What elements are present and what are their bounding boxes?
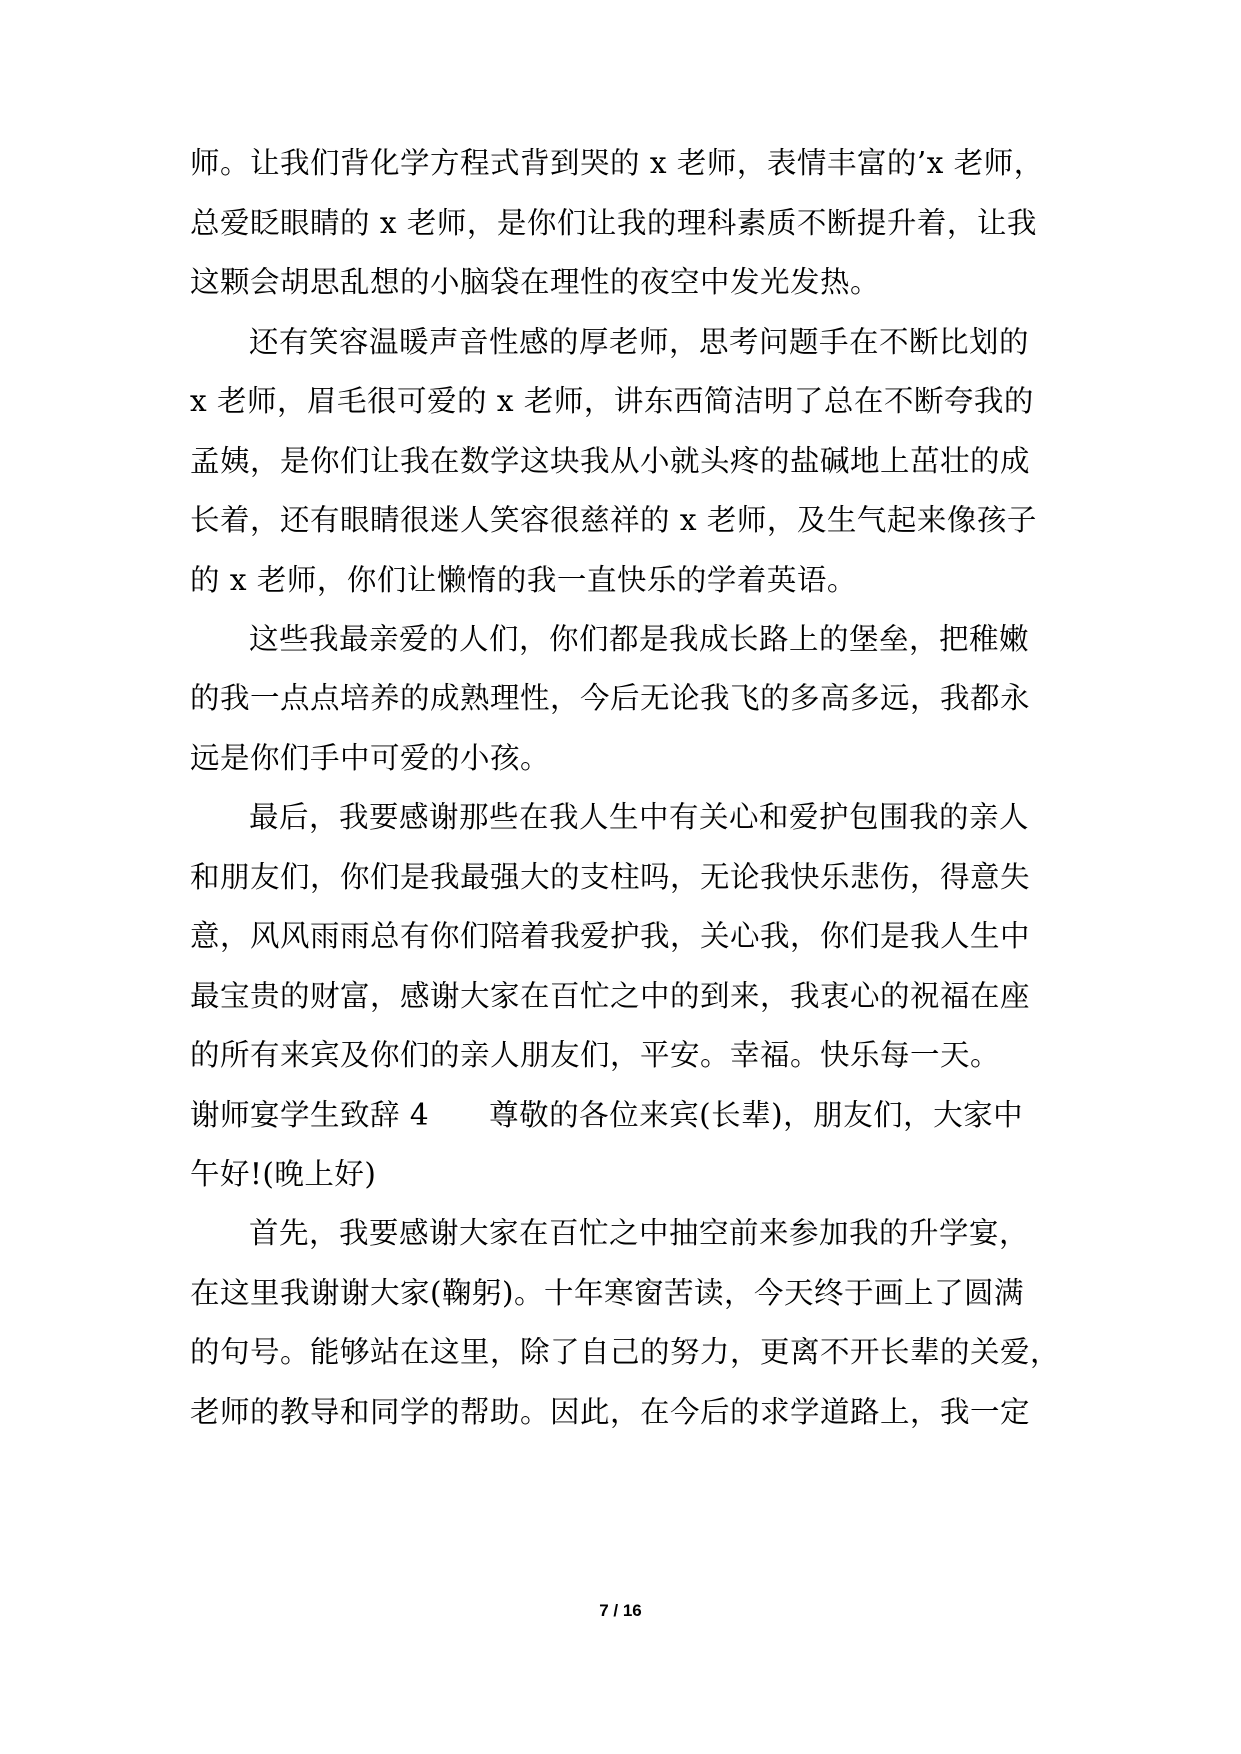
- text-line: 的 x 老师，你们让懒惰的我一直快乐的学着英语。: [190, 563, 857, 597]
- text-line: 师。让我们背化学方程式背到哭的 x 老师，表情丰富的’x 老师，: [190, 146, 1044, 180]
- text-line: 孟姨，是你们让我在数学这块我从小就头疼的盐碱地上茁壮的成: [190, 444, 1031, 478]
- text-line: 长着，还有眼睛很迷人笑容很慈祥的 x 老师，及生气起来像孩子: [190, 503, 1037, 537]
- paragraph-start-line: 首先，我要感谢大家在百忙之中抽空前来参加我的升学宴，: [249, 1216, 1030, 1250]
- text-line: 和朋友们，你们是我最强大的支柱吗，无论我快乐悲伤，得意失: [190, 860, 1031, 894]
- text-line: 总爱眨眼睛的 x 老师，是你们让我的理科素质不断提升着，让我: [190, 206, 1037, 240]
- text-line: 的句号。能够站在这里，除了自己的努力，更离不开长辈的关爱，: [190, 1335, 1061, 1369]
- paragraph-start-line: 还有笑容温暖声音性感的厚老师，思考问题手在不断比划的: [249, 325, 1030, 359]
- text-line: 的所有来宾及你们的亲人朋友们，平安。幸福。快乐每一天。: [190, 1038, 1001, 1072]
- text-line: 老师的教导和同学的帮助。因此，在今后的求学道路上，我一定: [190, 1395, 1031, 1429]
- text-line: 午好!(晚上好): [190, 1157, 377, 1191]
- text-line: 这颗会胡思乱想的小脑袋在理性的夜空中发光发热。: [190, 265, 881, 299]
- page-number: 7 / 16: [599, 1601, 642, 1620]
- paragraph-start-line: 最后，我要感谢那些在我人生中有关心和爱护包围我的亲人: [249, 800, 1030, 834]
- text-line: 远是你们手中可爱的小孩。: [190, 741, 551, 775]
- section-heading-line: 谢师宴学生致辞 4 尊敬的各位来宾(长辈)，朋友们，大家中: [190, 1098, 1024, 1132]
- text-line: 在这里我谢谢大家(鞠躬)。十年寒窗苦读，今天终于画上了圆满: [190, 1276, 1025, 1310]
- text-line: 意，风风雨雨总有你们陪着我爱护我，关心我，你们是我人生中: [190, 919, 1031, 953]
- paragraph-start-line: 这些我最亲爱的人们，你们都是我成长路上的堡垒，把稚嫩: [249, 622, 1030, 656]
- text-line: 最宝贵的财富，感谢大家在百忙之中的到来，我衷心的祝福在座: [190, 979, 1031, 1013]
- text-line: 的我一点点培养的成熟理性，今后无论我飞的多高多远，我都永: [190, 681, 1031, 715]
- text-line: x 老师，眉毛很可爱的 x 老师，讲东西简洁明了总在不断夸我的: [190, 384, 1034, 418]
